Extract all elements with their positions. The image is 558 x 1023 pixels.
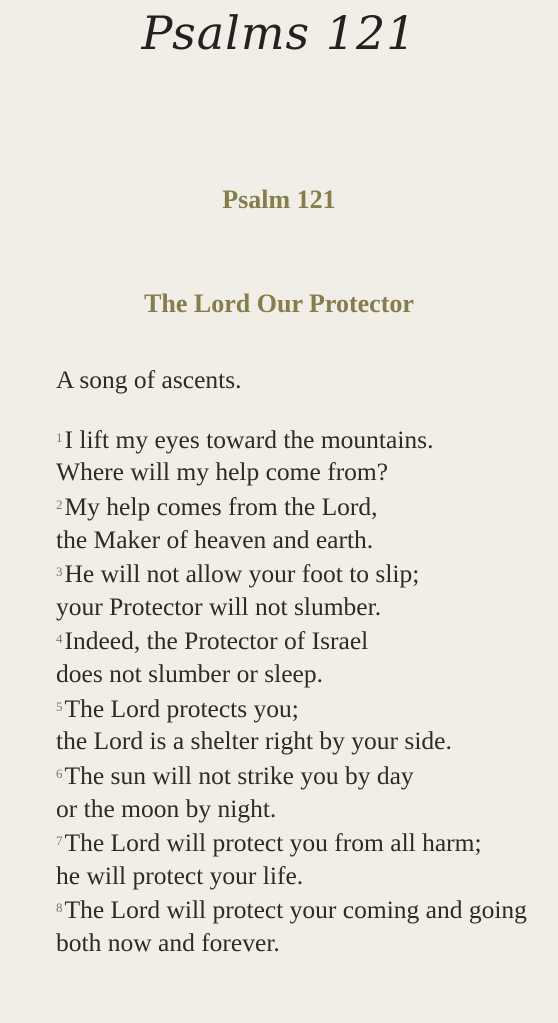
section-heading: The Lord Our Protector bbox=[144, 289, 414, 318]
verse-number: 4 bbox=[56, 631, 63, 647]
verse-number: 8 bbox=[56, 900, 63, 916]
psalm-text bbox=[32, 364, 552, 960]
verse-2 bbox=[32, 489, 552, 556]
verse-number: 2 bbox=[56, 496, 63, 512]
verse-number: 3 bbox=[56, 564, 63, 580]
verse-7-line-2: he will protect your life. bbox=[56, 860, 304, 890]
verse-8-line-2: both now and forever. bbox=[56, 928, 280, 957]
verse-4 bbox=[32, 623, 552, 690]
verse-number: 5 bbox=[56, 698, 63, 714]
verse-8-line-1 bbox=[32, 892, 552, 927]
verse-3 bbox=[32, 556, 552, 623]
verse-4-line-2: does not slumber or sleep. bbox=[56, 659, 323, 688]
verse-6-line-1 bbox=[32, 758, 552, 793]
verse-line-text: The sun will not strike you by day bbox=[64, 760, 414, 790]
verse-7-line-1 bbox=[32, 825, 552, 860]
verse-number: 1 bbox=[56, 429, 63, 445]
superscription: A song of ascents. bbox=[56, 365, 242, 394]
verse-1-line-1 bbox=[32, 422, 552, 457]
verse-6 bbox=[32, 758, 552, 825]
verse-4-line-1 bbox=[32, 623, 552, 658]
verse-line-text: He will not allow your foot to slip; bbox=[64, 559, 420, 589]
verse-line-text: Indeed, the Protector of Israel bbox=[64, 626, 369, 656]
verse-1 bbox=[32, 422, 552, 489]
verse-1-line-2: Where will my help come from? bbox=[56, 457, 389, 487]
verse-6-line-2: or the moon by night. bbox=[56, 793, 277, 823]
verse-line-text: The Lord will protect you from all harm; bbox=[64, 828, 482, 858]
verse-5-line-1 bbox=[32, 691, 552, 726]
verse-2-line-2: the Maker of heaven and earth. bbox=[56, 524, 374, 554]
verse-7 bbox=[32, 825, 552, 892]
verse-8 bbox=[32, 892, 552, 959]
book-title: Psalms 121 bbox=[141, 6, 417, 60]
verse-5-line-2: the Lord is a shelter right by your side. bbox=[56, 726, 452, 756]
verse-number: 7 bbox=[56, 833, 63, 849]
psalm-heading: Psalm 121 bbox=[222, 185, 336, 214]
verse-line-text: My help comes from the Lord, bbox=[64, 491, 378, 521]
verse-number: 6 bbox=[56, 765, 63, 781]
verse-line-text: The Lord protects you; bbox=[64, 693, 299, 723]
verse-line-text: The Lord will protect your coming and going bbox=[64, 895, 527, 925]
verse-line-text: I lift my eyes toward the mountains. bbox=[64, 424, 434, 454]
verse-3-line-1 bbox=[32, 556, 552, 591]
verse-3-line-2: your Protector will not slumber. bbox=[56, 591, 382, 621]
verse-5 bbox=[32, 691, 552, 758]
verse-2-line-1 bbox=[32, 489, 552, 524]
